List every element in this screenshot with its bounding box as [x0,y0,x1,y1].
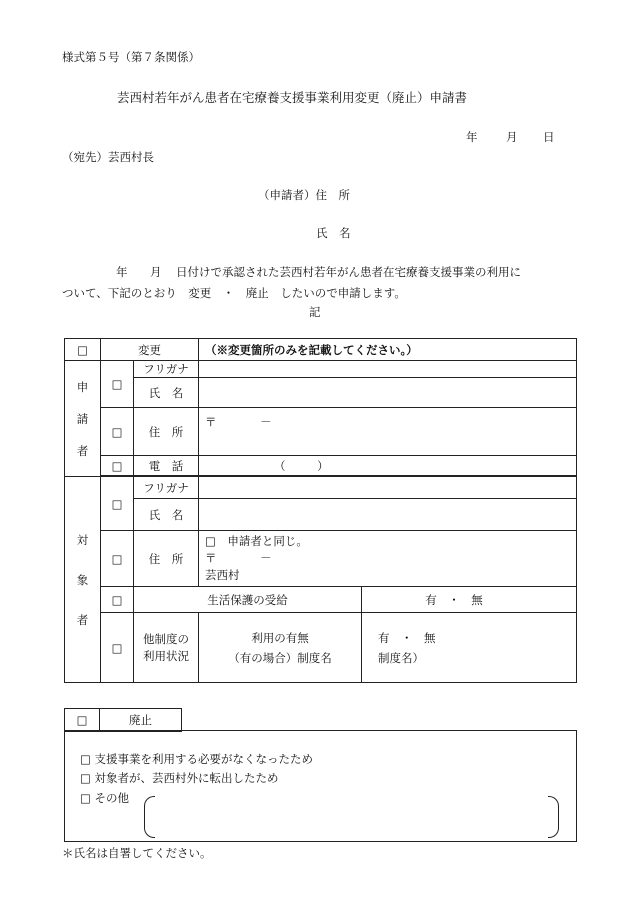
applicant-name-field-label: 氏 名 [134,378,199,408]
other-reason-field[interactable] [158,798,544,834]
footnote: ＊氏名は自署してください。 [62,846,212,860]
postal-mark: 〒 [205,415,217,429]
change-table [64,338,577,683]
target-name-field[interactable] [199,499,577,531]
target-char-1: 対 [76,532,89,547]
date-month-label: 月 [506,130,518,144]
reason-other[interactable]: □ その他 [80,791,130,805]
change-note: （※変更箇所のみを記載してください。） [199,339,577,361]
other-system-label [134,613,199,683]
applicant-name-label: 氏 名 [316,226,351,240]
change-label: 変更 [101,339,199,361]
addressee: （宛先）芸西村長 [62,150,154,164]
usage-header-cell [199,613,362,683]
village-name: 芸西村 [205,568,240,582]
applicant-furigana-field[interactable] [199,361,577,378]
applicant-char-3: 者 [76,443,89,458]
target-postal-dash: － [260,551,272,565]
other-system-checkbox[interactable]: □ [101,613,134,683]
form-number: 様式第５号（第７条関係） [62,50,200,64]
same-as-applicant-option[interactable]: □ 申請者と同じ。 [205,534,308,548]
applicant-address-field-label: 住 所 [134,408,199,456]
target-name-checkbox[interactable]: □ [101,477,134,531]
other-reason-close-bracket [548,796,559,838]
reason-moved-out[interactable]: □ 対象者が、芸西村外に転出したため [80,771,279,785]
abolish-header [64,708,182,732]
target-name-field-label: 氏 名 [134,499,199,531]
applicant-address-field[interactable] [199,408,577,456]
welfare-checkbox[interactable]: □ [101,587,134,613]
target-group-cell [65,477,101,683]
date-year-label: 年 [466,130,478,144]
target-address-field[interactable] [199,531,577,587]
body-month: 月 [150,265,162,279]
applicant-char-1: 申 [76,379,89,394]
applicant-name-field[interactable] [199,378,577,408]
usage-yes-no[interactable]: 有 ・ 無 [378,630,436,645]
applicant-furigana-label: フリガナ [134,361,199,378]
applicant-phone-field[interactable] [199,456,577,476]
target-char-3: 者 [76,612,89,627]
body-line2: ついて、下記のとおり 変更 ・ 廃止 したいので申請します。 [62,286,406,300]
applicant-char-2: 請 [76,411,89,426]
phone-open: （ [274,458,286,473]
usage-value-cell[interactable] [362,613,577,683]
applicant-name-checkbox[interactable]: □ [101,361,134,408]
phone-close: ） [317,458,329,473]
target-char-2: 象 [76,572,89,587]
target-address-checkbox[interactable]: □ [101,531,134,587]
applicant-phone-label: 電 話 [134,456,199,476]
target-furigana-field[interactable] [199,477,577,499]
change-checkbox[interactable]: □ [65,339,101,361]
applicant-phone-checkbox[interactable]: □ [101,456,134,476]
ki-label: 記 [309,305,321,319]
target-address-field-label: 住 所 [134,531,199,587]
abolish-label: 廃止 [129,713,152,727]
body-line1: 日付けで承認された芸西村若年がん患者在宅療養支援事業の利用に [176,265,521,279]
body-year: 年 [116,265,128,279]
usage-header: 利用の有無 [251,630,309,645]
applicant-address-checkbox[interactable]: □ [101,408,134,456]
system-name-value[interactable]: 制度名） [378,650,424,665]
target-postal-mark: 〒 [205,551,217,565]
target-furigana-label: フリガナ [134,477,199,499]
applicant-address-label: （申請者）住 所 [258,188,350,202]
applicant-group-cell [65,361,101,477]
welfare-yes-no[interactable]: 有 ・ 無 [362,587,577,613]
welfare-label: 生活保護の受給 [134,587,362,613]
other-system-label-2: 利用状況 [143,648,189,663]
system-name-header: （有の場合）制度名 [228,650,332,665]
other-reason-open-bracket [144,796,155,838]
reason-no-longer-needed[interactable]: □ 支援事業を利用する必要がなくなったため [80,752,314,766]
page-title: 芸西村若年がん患者在宅療養支援事業利用変更（廃止）申請書 [117,90,468,105]
postal-dash: － [260,415,272,429]
date-day-label: 日 [543,130,555,144]
other-system-label-1: 他制度の [143,631,189,646]
abolish-checkbox[interactable]: □ [65,709,100,731]
